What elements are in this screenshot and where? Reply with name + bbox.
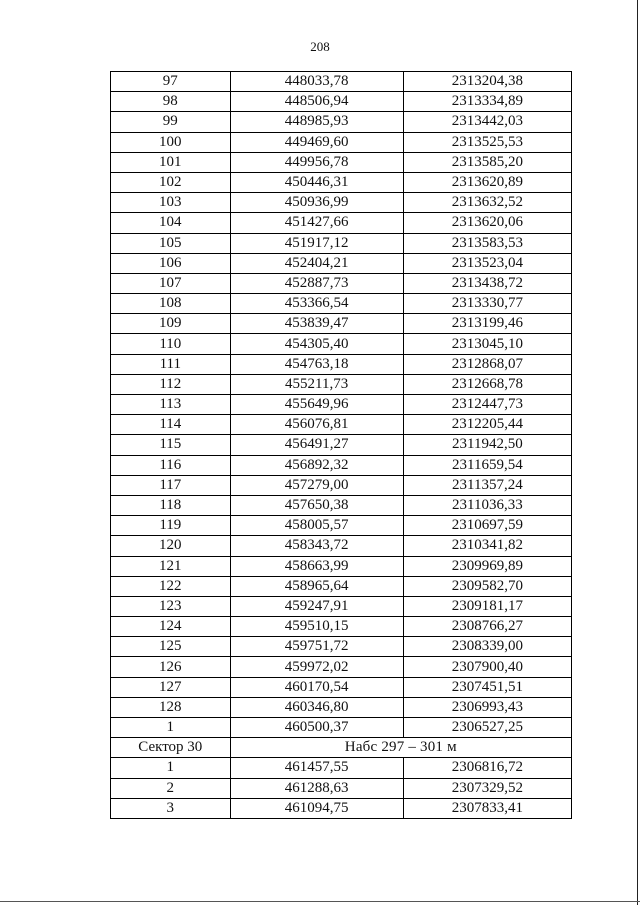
x-coordinate-cell: 455211,73 bbox=[230, 374, 403, 394]
sector-header-row bbox=[111, 738, 572, 758]
x-coordinate-cell: 452404,21 bbox=[230, 253, 403, 273]
x-coordinate-cell: 448033,78 bbox=[230, 72, 403, 92]
y-coordinate-cell: 2311036,33 bbox=[403, 495, 571, 515]
table-row bbox=[111, 395, 572, 415]
x-coordinate-cell: 457279,00 bbox=[230, 475, 403, 495]
x-coordinate-cell: 458343,72 bbox=[230, 536, 403, 556]
table-row bbox=[111, 798, 572, 818]
x-coordinate-cell: 458965,64 bbox=[230, 576, 403, 596]
point-number-cell: 125 bbox=[111, 637, 231, 657]
point-number-cell: 113 bbox=[111, 395, 231, 415]
y-coordinate-cell: 2309969,89 bbox=[403, 556, 571, 576]
point-number-cell: 110 bbox=[111, 334, 231, 354]
y-coordinate-cell: 2308766,27 bbox=[403, 617, 571, 637]
table-row bbox=[111, 637, 572, 657]
x-coordinate-cell: 460170,54 bbox=[230, 677, 403, 697]
point-number-cell: 111 bbox=[111, 354, 231, 374]
y-coordinate-cell: 2313525,53 bbox=[403, 132, 571, 152]
y-coordinate-cell: 2313583,53 bbox=[403, 233, 571, 253]
y-coordinate-cell: 2307900,40 bbox=[403, 657, 571, 677]
x-coordinate-cell: 461288,63 bbox=[230, 778, 403, 798]
table-row bbox=[111, 72, 572, 92]
point-number-cell: 1 bbox=[111, 758, 231, 778]
point-number-cell: 128 bbox=[111, 697, 231, 717]
point-number-cell: 101 bbox=[111, 152, 231, 172]
point-number-cell: 121 bbox=[111, 556, 231, 576]
point-number-cell: 123 bbox=[111, 596, 231, 616]
table-row bbox=[111, 516, 572, 536]
point-number-cell: 99 bbox=[111, 112, 231, 132]
table-row bbox=[111, 193, 572, 213]
table-row bbox=[111, 617, 572, 637]
y-coordinate-cell: 2306527,25 bbox=[403, 718, 571, 738]
point-number-cell: 115 bbox=[111, 435, 231, 455]
table-row bbox=[111, 475, 572, 495]
x-coordinate-cell: 456491,27 bbox=[230, 435, 403, 455]
table-row bbox=[111, 253, 572, 273]
y-coordinate-cell: 2313620,06 bbox=[403, 213, 571, 233]
y-coordinate-cell: 2307833,41 bbox=[403, 798, 571, 818]
x-coordinate-cell: 454305,40 bbox=[230, 334, 403, 354]
point-number-cell: 105 bbox=[111, 233, 231, 253]
point-number-cell: 116 bbox=[111, 455, 231, 475]
point-number-cell: 126 bbox=[111, 657, 231, 677]
sector-label: Сектор 30 bbox=[111, 738, 231, 758]
point-number-cell: 97 bbox=[111, 72, 231, 92]
x-coordinate-cell: 459510,15 bbox=[230, 617, 403, 637]
point-number-cell: 124 bbox=[111, 617, 231, 637]
table-row bbox=[111, 495, 572, 515]
x-coordinate-cell: 459247,91 bbox=[230, 596, 403, 616]
table-row bbox=[111, 213, 572, 233]
y-coordinate-cell: 2312668,78 bbox=[403, 374, 571, 394]
x-coordinate-cell: 448506,94 bbox=[230, 92, 403, 112]
y-coordinate-cell: 2309181,17 bbox=[403, 596, 571, 616]
y-coordinate-cell: 2312447,73 bbox=[403, 395, 571, 415]
y-coordinate-cell: 2306993,43 bbox=[403, 697, 571, 717]
x-coordinate-cell: 457650,38 bbox=[230, 495, 403, 515]
table-row bbox=[111, 596, 572, 616]
coordinates-table bbox=[110, 71, 572, 819]
y-coordinate-cell: 2313523,04 bbox=[403, 253, 571, 273]
table-row bbox=[111, 657, 572, 677]
x-coordinate-cell: 459972,02 bbox=[230, 657, 403, 677]
y-coordinate-cell: 2310697,59 bbox=[403, 516, 571, 536]
x-coordinate-cell: 449956,78 bbox=[230, 152, 403, 172]
point-number-cell: 2 bbox=[111, 778, 231, 798]
y-coordinate-cell: 2311942,50 bbox=[403, 435, 571, 455]
point-number-cell: 109 bbox=[111, 314, 231, 334]
x-coordinate-cell: 449469,60 bbox=[230, 132, 403, 152]
point-number-cell: 120 bbox=[111, 536, 231, 556]
y-coordinate-cell: 2307329,52 bbox=[403, 778, 571, 798]
y-coordinate-cell: 2307451,51 bbox=[403, 677, 571, 697]
y-coordinate-cell: 2313620,89 bbox=[403, 172, 571, 192]
y-coordinate-cell: 2313334,89 bbox=[403, 92, 571, 112]
point-number-cell: 102 bbox=[111, 172, 231, 192]
table-row bbox=[111, 354, 572, 374]
point-number-cell: 107 bbox=[111, 273, 231, 293]
table-row bbox=[111, 374, 572, 394]
x-coordinate-cell: 451917,12 bbox=[230, 233, 403, 253]
point-number-cell: 122 bbox=[111, 576, 231, 596]
table-row bbox=[111, 294, 572, 314]
x-coordinate-cell: 460346,80 bbox=[230, 697, 403, 717]
x-coordinate-cell: 461094,75 bbox=[230, 798, 403, 818]
table-row bbox=[111, 455, 572, 475]
table-row bbox=[111, 92, 572, 112]
table-row bbox=[111, 132, 572, 152]
y-coordinate-cell: 2311659,54 bbox=[403, 455, 571, 475]
point-number-cell: 104 bbox=[111, 213, 231, 233]
table-row bbox=[111, 415, 572, 435]
table-row bbox=[111, 314, 572, 334]
table-row bbox=[111, 778, 572, 798]
coordinates-table-body bbox=[111, 72, 572, 819]
x-coordinate-cell: 448985,93 bbox=[230, 112, 403, 132]
x-coordinate-cell: 450446,31 bbox=[230, 172, 403, 192]
y-coordinate-cell: 2312205,44 bbox=[403, 415, 571, 435]
table-row bbox=[111, 435, 572, 455]
y-coordinate-cell: 2313438,72 bbox=[403, 273, 571, 293]
point-number-cell: 1 bbox=[111, 718, 231, 738]
point-number-cell: 106 bbox=[111, 253, 231, 273]
page-edge-right bbox=[637, 0, 638, 905]
y-coordinate-cell: 2313442,03 bbox=[403, 112, 571, 132]
page-edge-bottom bbox=[0, 901, 640, 902]
y-coordinate-cell: 2313585,20 bbox=[403, 152, 571, 172]
x-coordinate-cell: 452887,73 bbox=[230, 273, 403, 293]
point-number-cell: 117 bbox=[111, 475, 231, 495]
y-coordinate-cell: 2311357,24 bbox=[403, 475, 571, 495]
point-number-cell: 98 bbox=[111, 92, 231, 112]
x-coordinate-cell: 460500,37 bbox=[230, 718, 403, 738]
point-number-cell: 118 bbox=[111, 495, 231, 515]
table-row bbox=[111, 556, 572, 576]
x-coordinate-cell: 451427,66 bbox=[230, 213, 403, 233]
y-coordinate-cell: 2312868,07 bbox=[403, 354, 571, 374]
point-number-cell: 100 bbox=[111, 132, 231, 152]
y-coordinate-cell: 2313045,10 bbox=[403, 334, 571, 354]
x-coordinate-cell: 456076,81 bbox=[230, 415, 403, 435]
x-coordinate-cell: 453839,47 bbox=[230, 314, 403, 334]
table-row bbox=[111, 758, 572, 778]
table-row bbox=[111, 536, 572, 556]
x-coordinate-cell: 458663,99 bbox=[230, 556, 403, 576]
table-row bbox=[111, 677, 572, 697]
table-row bbox=[111, 576, 572, 596]
x-coordinate-cell: 461457,55 bbox=[230, 758, 403, 778]
x-coordinate-cell: 454763,18 bbox=[230, 354, 403, 374]
y-coordinate-cell: 2313632,52 bbox=[403, 193, 571, 213]
table-row bbox=[111, 233, 572, 253]
table-row bbox=[111, 273, 572, 293]
x-coordinate-cell: 455649,96 bbox=[230, 395, 403, 415]
table-row bbox=[111, 112, 572, 132]
x-coordinate-cell: 450936,99 bbox=[230, 193, 403, 213]
y-coordinate-cell: 2313330,77 bbox=[403, 294, 571, 314]
y-coordinate-cell: 2308339,00 bbox=[403, 637, 571, 657]
y-coordinate-cell: 2313204,38 bbox=[403, 72, 571, 92]
page-number: 208 bbox=[310, 39, 330, 54]
y-coordinate-cell: 2309582,70 bbox=[403, 576, 571, 596]
point-number-cell: 103 bbox=[111, 193, 231, 213]
x-coordinate-cell: 456892,32 bbox=[230, 455, 403, 475]
y-coordinate-cell: 2313199,46 bbox=[403, 314, 571, 334]
table-row bbox=[111, 697, 572, 717]
table-row bbox=[111, 718, 572, 738]
table-row bbox=[111, 334, 572, 354]
x-coordinate-cell: 458005,57 bbox=[230, 516, 403, 536]
point-number-cell: 114 bbox=[111, 415, 231, 435]
y-coordinate-cell: 2306816,72 bbox=[403, 758, 571, 778]
point-number-cell: 112 bbox=[111, 374, 231, 394]
table-row bbox=[111, 152, 572, 172]
point-number-cell: 108 bbox=[111, 294, 231, 314]
point-number-cell: 3 bbox=[111, 798, 231, 818]
y-coordinate-cell: 2310341,82 bbox=[403, 536, 571, 556]
point-number-cell: 127 bbox=[111, 677, 231, 697]
x-coordinate-cell: 459751,72 bbox=[230, 637, 403, 657]
table-row bbox=[111, 172, 572, 192]
sector-depth-value: Набс 297 – 301 м bbox=[230, 738, 571, 758]
point-number-cell: 119 bbox=[111, 516, 231, 536]
x-coordinate-cell: 453366,54 bbox=[230, 294, 403, 314]
